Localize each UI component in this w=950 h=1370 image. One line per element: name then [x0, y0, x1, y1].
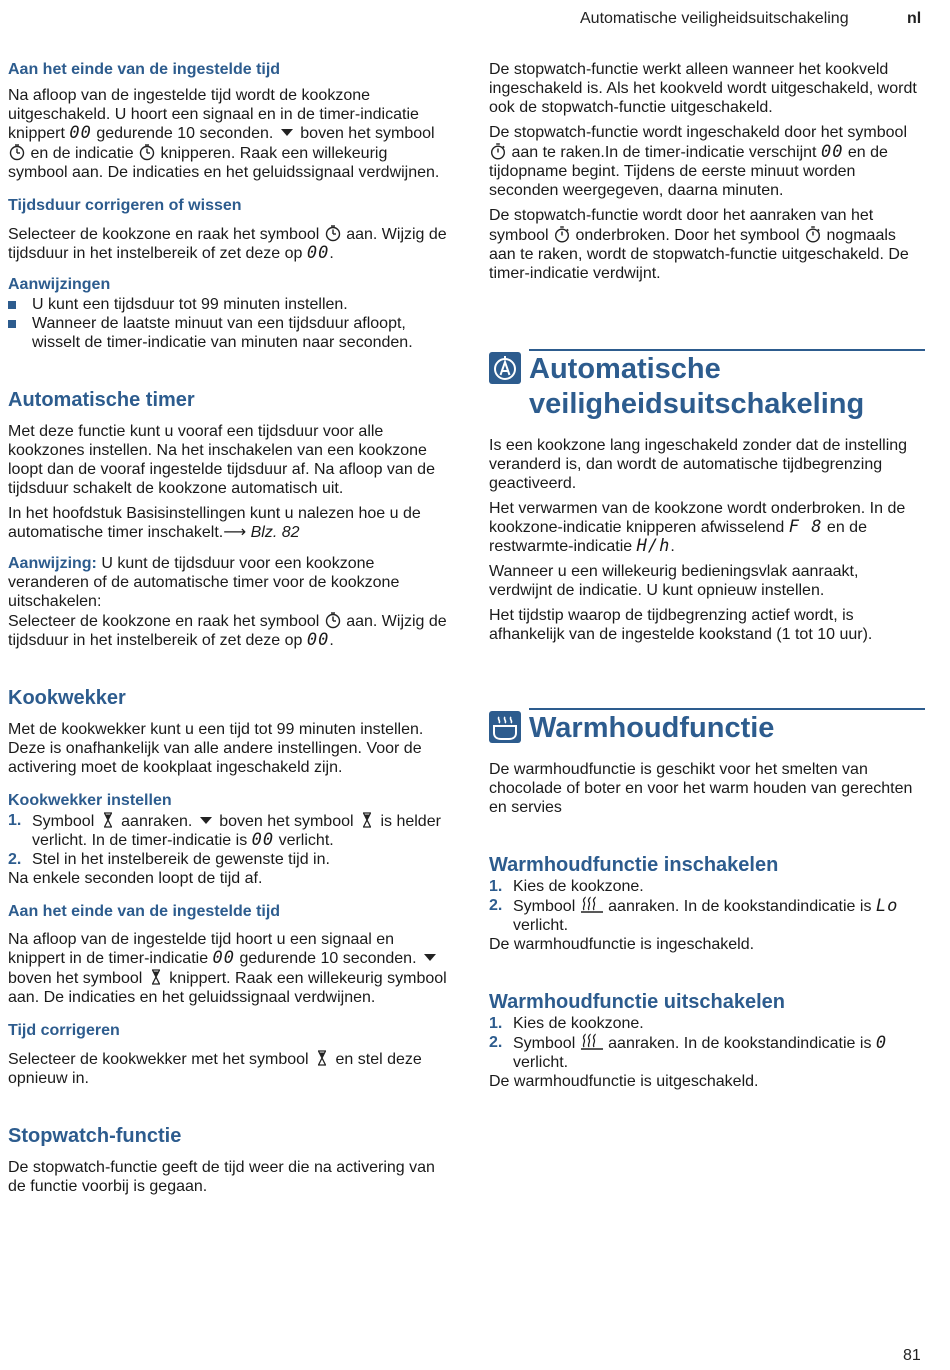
- heading-kookwekker: Kookwekker: [8, 687, 126, 709]
- paragraph-warm-on-after: De warmhoudfunctie is ingeschakeld.: [489, 936, 755, 953]
- paragraph-auto-safety-1: Is een kookzone lang ingeschakeld zonder dat de instelling veranderd is, dan wordt de automatische tijdbegrenzing geactiveerd.: [489, 437, 908, 492]
- language-code: nl: [907, 10, 922, 27]
- display-00: 00: [212, 948, 236, 968]
- paragraph-warm-off-after: De warmhoudfunctie is uitgeschakeld.: [489, 1073, 759, 1090]
- paragraph-basic-settings: In het hoofdstuk Basisinstellingen kunt u nalezen hoe u de automatische timer inschakelt.⟶ Blz. 82: [8, 505, 421, 541]
- stopwatch-icon: [489, 142, 507, 160]
- stopwatch-icon: [804, 225, 822, 243]
- paragraph-time-correct: Selecteer de kookwekker met het symbool en stel deze opnieuw in.: [8, 1051, 422, 1087]
- warming-symbol-icon: [580, 1033, 604, 1051]
- section-rule: [529, 708, 925, 710]
- heading-stopwatch: Stopwatch-functie: [8, 1125, 182, 1147]
- display-00: 00: [306, 630, 330, 650]
- hourglass-icon: [147, 968, 165, 986]
- list-item: 2. Symbool aanraken. In de kookstandindicatie is 0 verlicht.: [489, 1033, 888, 1071]
- paragraph-warm: De warmhoudfunctie is geschikt voor het smelten van chocolade of boter en voor het warm houden van gerechten en servies: [489, 761, 913, 816]
- timer-clock-icon: [138, 143, 156, 161]
- heading-correct-duration: Tijdsduur corrigeren of wissen: [8, 197, 242, 214]
- display-hh: H/h: [636, 536, 671, 556]
- timer-clock-icon: [8, 143, 26, 161]
- stopwatch-icon: [553, 225, 571, 243]
- triangle-indicator-icon: [200, 817, 212, 824]
- section-title-auto-safety: Automatische veiligheidsuitschakeling: [529, 353, 865, 420]
- paragraph-stopwatch-2: De stopwatch-functie wordt ingeschakeld door het symbool aan te raken.In de timer-indicatie verschijnt 00 en de tijdopname begint. Tijdens de eerste minuut worden seconden weergegeven, daarna minuten.: [489, 124, 907, 199]
- paragraph-kookwekker-after: Na enkele seconden loopt de tijd af.: [8, 870, 263, 887]
- paragraph-correct-duration: Selecteer de kookzone en raak het symbool aan. Wijzig de tijdsduur in het instelbereik of zet deze op 00.: [8, 226, 447, 263]
- notes-list: [8, 295, 448, 352]
- display-00: 00: [69, 123, 92, 143]
- hourglass-icon: [313, 1049, 331, 1067]
- section-warm-header: [489, 708, 925, 746]
- paragraph-auto-safety-2: Het verwarmen van de kookzone wordt onderbroken. In de kookzone-indicatie knipperen afwisselend F 8 en de restwarmte-indicatie H/h.: [489, 500, 906, 556]
- display-f8: F 8: [788, 517, 823, 537]
- paragraph-end-of-time: Na afloop van de ingestelde tijd wordt de kookzone uitgeschakeld. U hoort een signaal en in de timer-indicatie knippert 00 gedurende 10 seconden. boven het symbool en de indicatie knipperen. Raak een willekeurig symbool aan. De indicaties en het geluidssignaal verdwijnen.: [8, 87, 440, 181]
- warm-on-steps: [489, 877, 925, 935]
- triangle-indicator-icon: [281, 129, 293, 136]
- section-title-warm: Warmhoudfunctie: [529, 712, 775, 744]
- heading-automatic-timer: Automatische timer: [8, 389, 195, 411]
- list-item: 1. Kies de kookzone.: [489, 878, 644, 895]
- display-00: 00: [306, 243, 330, 263]
- heading-kookwekker-set: Kookwekker instellen: [8, 792, 172, 809]
- warming-icon: [489, 711, 521, 743]
- paragraph-stopwatch-3: De stopwatch-functie wordt door het aanraken van het symbool onderbroken. Door het symbool nogmaals aan te raken, wordt de stopwatch-functie uitgeschakeld. De timer-indicatie verdwijnt.: [489, 207, 909, 282]
- warm-off-steps: [489, 1014, 925, 1072]
- paragraph-auto-safety-3: Wanneer u een willekeurig bedieningsvlak aanraakt, verdwijnt de indicatie. U kunt opnieuw instellen.: [489, 563, 859, 599]
- left-column: [8, 60, 448, 1196]
- display-00: 00: [820, 142, 844, 162]
- warming-symbol-icon: [580, 896, 604, 914]
- auto-shutoff-icon: [489, 352, 521, 384]
- heading-time-correct: Tijd corrigeren: [8, 1022, 120, 1039]
- heading-warm-on: Warmhoudfunctie inschakelen: [489, 854, 779, 876]
- section-auto-safety-header: [489, 349, 925, 422]
- heading-notes: Aanwijzingen: [8, 276, 111, 293]
- list-item: U kunt een tijdsduur tot 99 minuten instellen.: [8, 295, 448, 314]
- display-lo: Lo: [875, 896, 899, 916]
- paragraph-end-of-time-2: Na afloop van de ingestelde tijd hoort u een signaal en knippert in de timer-indicatie 00 gedurende 10 seconden. boven het symbool knippert. Raak een willekeurig symbool aan. De indicaties en het geluidssignaal verdwijnen.: [8, 931, 447, 1006]
- paragraph-auto-safety-4: Het tijdstip waarop de tijdbegrenzing actief wordt, is afhankelijk van de ingestelde kookstand (1 tot 10 uur).: [489, 607, 873, 643]
- triangle-indicator-icon: [424, 954, 436, 961]
- page-reference[interactable]: Blz. 82: [250, 524, 300, 541]
- right-column: [489, 60, 925, 1091]
- paragraph-stopwatch: De stopwatch-functie geeft de tijd weer die na activering van de functie voorbij is gegaan.: [8, 1159, 435, 1195]
- list-item: 1. Kies de kookzone.: [489, 1015, 644, 1032]
- timer-clock-icon: [324, 224, 342, 242]
- paragraph-automatic-timer: Met deze functie kunt u vooraf een tijdsduur voor alle kookzones instellen. Na het inschakelen van een kookzone loopt dan de vooraf ingestelde tijdsduur af. Na afloop van de tijdsduur schakelt de kookzone automatisch uit.: [8, 423, 435, 497]
- page-number: 81: [903, 1347, 921, 1364]
- timer-clock-icon: [324, 611, 342, 629]
- heading-warm-off: Warmhoudfunctie uitschakelen: [489, 991, 785, 1013]
- header-title: Automatische veiligheidsuitschakeling: [580, 10, 849, 27]
- paragraph-stopwatch-1: De stopwatch-functie werkt alleen wanneer het kookveld ingeschakeld is. Als het kookveld wordt uitgeschakeld, wordt ook de stopwatch-functie uitgeschakeld.: [489, 61, 917, 116]
- list-item: 2. Stel in het instelbereik de gewenste tijd in.: [8, 851, 330, 868]
- hourglass-icon: [99, 811, 117, 829]
- kookwekker-steps: [8, 811, 448, 869]
- list-item: 2. Symbool aanraken. In de kookstandindicatie is Lo verlicht.: [489, 896, 899, 934]
- arrow-icon: ⟶: [223, 524, 247, 541]
- heading-end-of-time-2: Aan het einde van de ingestelde tijd: [8, 903, 281, 920]
- hourglass-icon: [358, 811, 376, 829]
- paragraph-kookwekker: Met de kookwekker kunt u een tijd tot 99 minuten instellen. Deze is onafhankelijk van alle andere instellingen. Voor de activering moet de kookplaat ingeschakeld zijn.: [8, 721, 424, 776]
- heading-end-of-time: Aan het einde van de ingestelde tijd: [8, 61, 281, 78]
- paragraph-note: Aanwijzing: U kunt de tijdsduur voor een kookzone veranderen of de automatische timer voor de kookzone uitschakelen: Selecteer de kookzone en raak het symbool aan. Wijzig de tijdsduur in het instelbereik of zet deze op 00.: [8, 555, 447, 650]
- section-rule: [529, 349, 925, 351]
- list-item: 1. Symbool aanraken. boven het symbool is helder verlicht. In de timer-indicatie is 00 verlicht.: [8, 812, 441, 850]
- list-item: Wanneer de laatste minuut van een tijdsduur afloopt, wisselt de timer-indicatie van minuten naar seconden.: [8, 314, 448, 352]
- display-0: 0: [875, 1033, 888, 1053]
- display-00: 00: [251, 830, 275, 850]
